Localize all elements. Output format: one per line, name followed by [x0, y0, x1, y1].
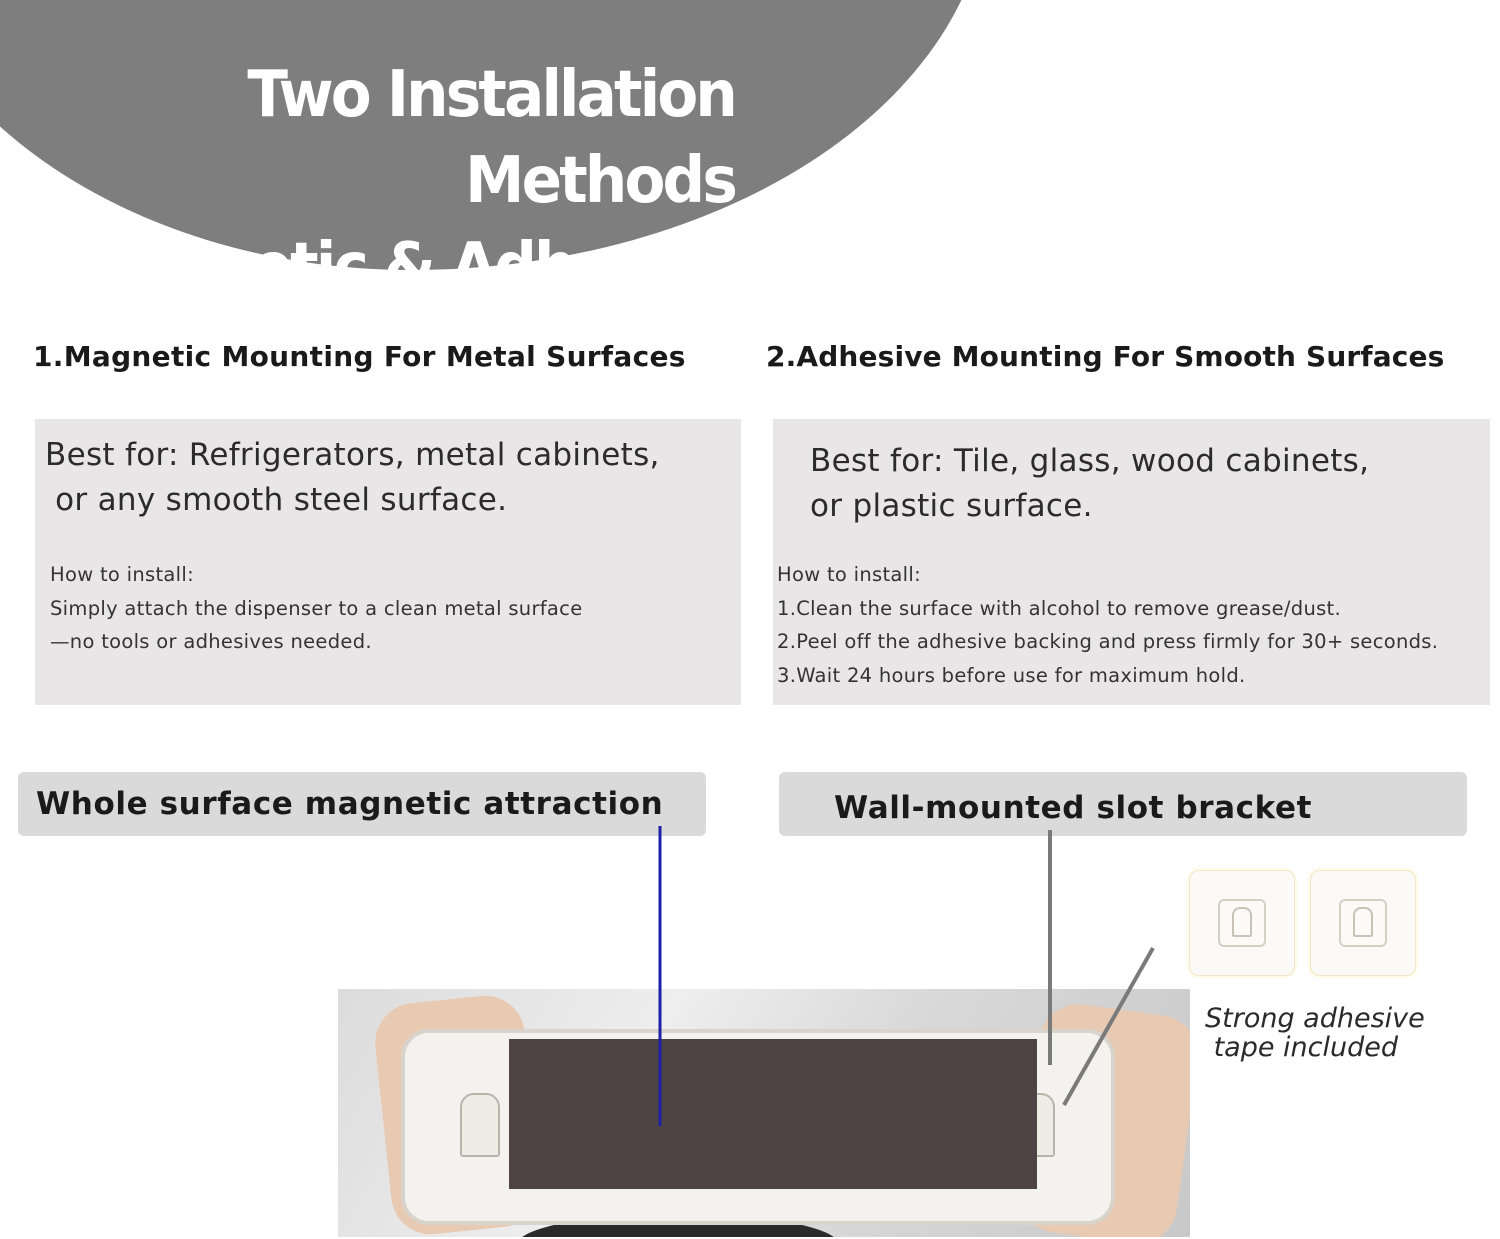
adhesive-best-for-line-1: Best for: Tile, glass, wood cabinets,	[810, 443, 1370, 479]
magnetic-best-for-line-1: Best for: Refrigerators, metal cabinets,	[45, 437, 660, 473]
magnetic-install-step: Simply attach the dispenser to a clean metal surface	[50, 596, 583, 620]
adhesive-install-step: 2.Peel off the adhesive backing and press firmly for 30+ seconds.	[777, 630, 1439, 653]
hero-title-line-2: Magnetic & Adhesive	[79, 230, 735, 304]
caption-line-2: tape included	[1205, 1032, 1399, 1063]
magnetic-best-for-line-2: or any smooth steel surface.	[45, 482, 508, 518]
adhesive-tape-caption	[1205, 1004, 1425, 1062]
adhesive-best-for-line-2: or plastic surface.	[810, 488, 1093, 524]
magnetic-callout-label: Whole surface magnetic attraction	[36, 786, 664, 822]
adhesive-install-step: 1.Clean the surface with alcohol to remove grease/dust.	[777, 596, 1342, 620]
bracket-callout-label: Wall-mounted slot bracket	[834, 790, 1313, 826]
magnetic-how-to-title: How to install:	[50, 563, 194, 586]
caption-line-1: Strong adhesive	[1205, 1003, 1425, 1034]
magnetic-section-heading: 1.Magnetic Mounting For Metal Surfaces	[33, 340, 686, 373]
hero-title-line-1: Two Installation Methods	[247, 58, 735, 218]
adhesive-section-heading: 2.Adhesive Mounting For Smooth Surfaces	[766, 340, 1445, 373]
adhesive-hook-icon	[1310, 870, 1416, 976]
hook-icon	[1218, 899, 1266, 947]
hook-icon	[1339, 899, 1387, 947]
adhesive-pointer-line	[1064, 948, 1153, 1105]
adhesive-how-to-title: How to install:	[777, 563, 921, 586]
adhesive-hook-icon	[1189, 870, 1295, 976]
adhesive-install-step: 3.Wait 24 hours before use for maximum hold.	[777, 663, 1246, 687]
magnetic-install-step: —no tools or adhesives needed.	[50, 630, 372, 653]
